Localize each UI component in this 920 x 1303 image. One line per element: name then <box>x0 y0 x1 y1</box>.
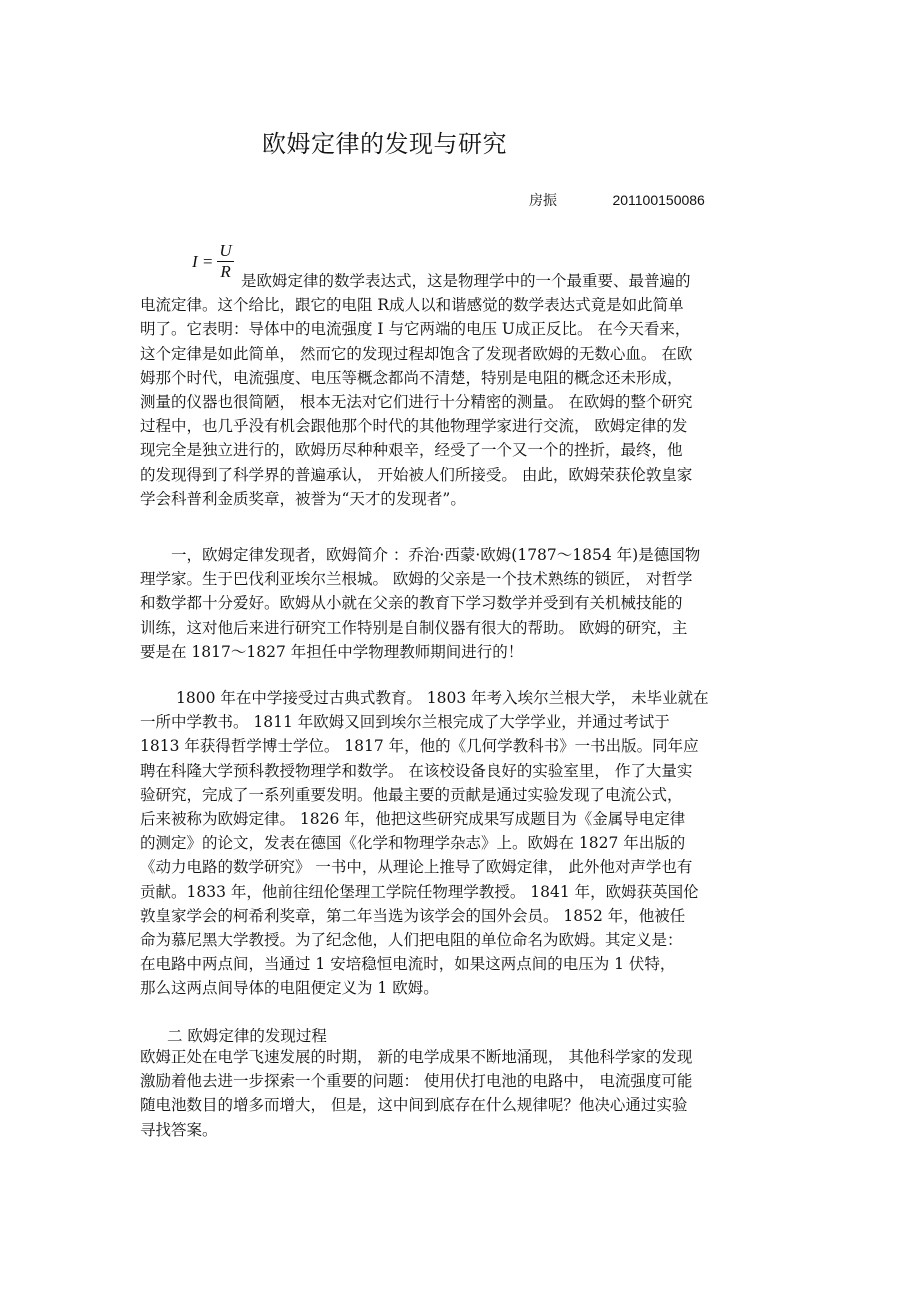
text-line: 的发现得到了科学界的普遍承认， 开始被人们所接受。 由此，欧姆荣获伦敦皇家 <box>140 465 693 484</box>
text-line: 过程中，也几乎没有机会跟他那个时代的其他物理学家进行交流， 欧姆定律的发 <box>140 417 688 436</box>
text-line: 明了。它表明：导体中的电流强度 I 与它两端的电压 U成正反比。 在今天看来， <box>140 320 691 339</box>
text-line: 要是在 1817～1827 年担任中学物理教师期间进行的！ <box>140 642 524 661</box>
text-line: 1813 年获得哲学博士学位。 1817 年，他的《几何学教科书》一书出版。同年应 <box>140 737 699 756</box>
section1b-paragraph <box>140 686 788 1000</box>
text-line: 聘在科隆大学预科教授物理学和数学。 在该校设备良好的实验室里， 作了大量实 <box>140 761 693 780</box>
text-line: 电流定律。这个给比，跟它的电阻 R成人以和谐感觉的数学表达式竟是如此简单 <box>140 296 684 315</box>
formula-left: I = <box>192 251 214 271</box>
formula-denominator: R <box>220 262 231 281</box>
text-line: 这个定律是如此简单， 然而它的发现过程却饱含了发现者欧姆的无数心血。 在欧 <box>140 344 693 363</box>
text-line: 验研究，完成了一系列重要发明。他最主要的贡献是通过实验发现了电流公式， <box>140 785 683 804</box>
text-line: 姆那个时代，电流强度、电压等概念都尚不清楚，特别是电阻的概念还未形成， <box>140 368 683 387</box>
text-line: 一，欧姆定律发现者，欧姆简介 ：乔治·西蒙·欧姆(1787～1854 年)是德国物 <box>171 546 701 564</box>
text-line: 理学家。生于巴伐利亚埃尔兰根城。 欧姆的父亲是一个技术熟练的锁匠， 对哲学 <box>140 570 693 589</box>
text-line: 一所中学教书。 1811 年欧姆又回到埃尔兰根完成了大学学业，并通过考试于 <box>140 713 670 732</box>
text-line: 的测定》的论文，发表在德国《化学和物理学杂志》上。欧姆在 1827 年出版的 <box>140 834 686 853</box>
text-line: 欧姆正处在电学飞速发展的时期， 新的电学成果不断地涌现， 其他科学家的发现 <box>140 1048 693 1066</box>
section1-paragraph <box>140 543 788 664</box>
text-line: 寻找答案。 <box>140 1120 218 1139</box>
author-line <box>529 190 705 210</box>
text-line: 测量的仪器也很简陋， 根本无法对它们进行十分精密的测量。 在欧姆的整个研究 <box>140 392 693 411</box>
text-line: 敦皇家学会的柯希利奖章，第二年当选为该学会的国外会员。 1852 年，他被任 <box>140 906 686 925</box>
text-line: 是欧姆定律的数学表达式，这是物理学中的一个最重要、最普遍的 <box>241 272 691 290</box>
page-title: 欧姆定律的发现与研究 <box>262 130 507 158</box>
text-line: 现完全是独立进行的，欧姆历尽种种艰辛，经受了一个又一个的挫折，最终，他 <box>140 441 683 460</box>
text-line: 随电池数目的增多而增大， 但是，这中间到底存在什么规律呢？他决心通过实验 <box>140 1096 688 1115</box>
text-line: 激励着他去进一步探索一个重要的问题： 使用伏打电池的电路中， 电流强度可能 <box>140 1072 693 1091</box>
text-line: 贡献。1833 年，他前往纽伦堡理工学院任物理学教授。 1841 年，欧姆获英国伦 <box>140 882 699 901</box>
text-line: 和数学都十分爱好。欧姆从小就在父亲的教育下学习数学并受到有关机械技能的 <box>140 594 683 613</box>
text-line: 后来被称为欧姆定律。 1826 年，他把这些研究成果写成题目为《金属导电定律 <box>140 809 686 828</box>
text-line: 1800 年在中学接受过古典式教育。 1803 年考入埃尔兰根大学， 未毕业就在 <box>176 689 709 707</box>
section2-paragraph <box>140 1045 788 1142</box>
formula-numerator: U <box>219 241 232 260</box>
section2-heading: 二 欧姆定律的发现过程 <box>167 1027 327 1045</box>
text-line: 《动力电路的数学研究》 一书中，从理论上推导了欧姆定律， 此外他对声学也有 <box>140 858 693 877</box>
author-name: 房振 <box>529 193 557 209</box>
text-line: 训练，这对他后来进行研究工作特别是自制仪器有很大的帮助。 欧姆的研究，主 <box>140 618 688 637</box>
text-line: 那么这两点间导体的电阻便定义为 1 欧姆。 <box>140 979 439 998</box>
intro-paragraph <box>140 269 788 511</box>
student-id: 201100150086 <box>612 192 705 208</box>
text-line: 命为慕尼黑大学教授。为了纪念他，人们把电阻的单位命名为欧姆。其定义是： <box>140 930 683 949</box>
text-line: 学会科普利金质奖章，被誉为“天才的发现者”。 <box>140 489 466 508</box>
text-line: 在电路中两点间，当通过 1 安培稳恒电流时，如果这两点间的电压为 1 伏特， <box>140 955 676 974</box>
